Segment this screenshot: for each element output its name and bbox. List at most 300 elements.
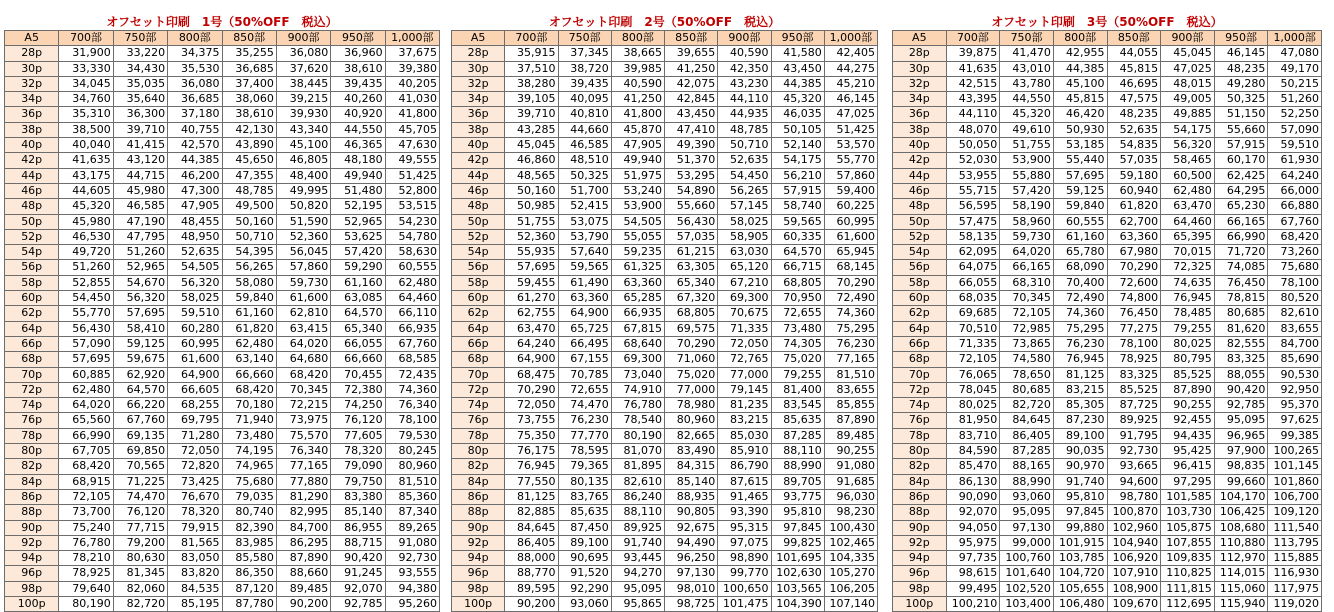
table-row — [452, 107, 878, 122]
page-count-cell: 58p — [452, 275, 505, 290]
price-cell: 66,165 — [1000, 260, 1054, 275]
column-header: 850部 — [222, 31, 276, 46]
price-cell: 92,950 — [1268, 382, 1322, 397]
price-cell: 90,420 — [331, 551, 385, 566]
price-cell: 45,320 — [771, 92, 824, 107]
price-cell: 84,590 — [946, 444, 1000, 459]
price-cell: 89,595 — [505, 581, 558, 596]
page-count-cell: 30p — [452, 61, 505, 76]
price-cell: 72,435 — [385, 367, 439, 382]
price-cell: 55,055 — [611, 229, 664, 244]
price-cell: 83,765 — [558, 489, 611, 504]
column-header: 850部 — [665, 31, 718, 46]
price-cell: 43,230 — [718, 76, 771, 91]
price-cell: 55,715 — [946, 183, 1000, 198]
price-cell: 75,295 — [824, 321, 877, 336]
price-cell: 47,410 — [665, 122, 718, 137]
price-cell: 82,995 — [276, 505, 330, 520]
page-count-cell: 72p — [893, 382, 947, 397]
price-cell: 51,260 — [113, 245, 167, 260]
price-cell: 109,670 — [1107, 596, 1161, 611]
price-cell: 68,145 — [824, 260, 877, 275]
price-cell: 50,985 — [505, 199, 558, 214]
price-cell: 48,455 — [168, 214, 222, 229]
price-cell: 54,450 — [59, 291, 113, 306]
price-cell: 90,970 — [1053, 459, 1107, 474]
price-cell: 65,395 — [1161, 229, 1215, 244]
price-cell: 49,280 — [1214, 76, 1268, 91]
price-cell: 86,405 — [1000, 428, 1054, 443]
header-row — [452, 31, 878, 46]
page-count-cell: 94p — [452, 551, 505, 566]
price-cell: 46,365 — [331, 138, 385, 153]
price-cell: 83,325 — [1107, 367, 1161, 382]
price-cell: 97,625 — [1268, 413, 1322, 428]
price-cell: 39,215 — [276, 92, 330, 107]
price-cell: 56,320 — [113, 291, 167, 306]
price-cell: 105,875 — [1161, 520, 1215, 535]
table-row — [452, 214, 878, 229]
price-cell: 54,505 — [168, 260, 222, 275]
price-cell: 63,415 — [276, 321, 330, 336]
price-cell: 94,380 — [385, 581, 439, 596]
table-row — [5, 321, 440, 336]
price-cell: 42,075 — [665, 76, 718, 91]
price-cell: 68,475 — [505, 367, 558, 382]
price-cell: 55,935 — [505, 245, 558, 260]
column-header: 700部 — [946, 31, 1000, 46]
price-cell: 83,380 — [331, 489, 385, 504]
price-cell: 101,475 — [718, 596, 771, 611]
price-cell: 75,570 — [276, 428, 330, 443]
price-cell: 70,565 — [113, 459, 167, 474]
price-cell: 60,335 — [771, 229, 824, 244]
price-cell: 59,125 — [1053, 183, 1107, 198]
price-cell: 56,265 — [222, 260, 276, 275]
price-cell: 46,585 — [113, 199, 167, 214]
price-cell: 55,440 — [1053, 153, 1107, 168]
price-cell: 94,050 — [946, 520, 1000, 535]
page-count-cell: 68p — [5, 352, 59, 367]
price-cell: 74,085 — [1214, 260, 1268, 275]
price-cell: 48,785 — [222, 183, 276, 198]
price-cell: 62,480 — [59, 382, 113, 397]
page-count-cell: 92p — [452, 535, 505, 550]
size-label-header: A5 — [452, 31, 505, 46]
price-cell: 56,045 — [276, 245, 330, 260]
price-cell: 91,795 — [1107, 428, 1161, 443]
page-count-cell: 82p — [893, 459, 947, 474]
price-cell: 77,880 — [276, 474, 330, 489]
page-count-cell: 34p — [5, 92, 59, 107]
price-cell: 47,355 — [222, 168, 276, 183]
price-cell: 79,365 — [558, 459, 611, 474]
price-cell: 43,285 — [505, 122, 558, 137]
price-cell: 86,130 — [946, 474, 1000, 489]
price-cell: 56,430 — [665, 214, 718, 229]
price-cell: 66,990 — [1214, 229, 1268, 244]
column-header: 700部 — [59, 31, 113, 46]
page-count-cell: 100p — [5, 596, 59, 611]
price-cell: 39,930 — [276, 107, 330, 122]
price-cell: 52,635 — [168, 245, 222, 260]
price-cell: 93,060 — [1000, 489, 1054, 504]
price-cell: 46,585 — [558, 138, 611, 153]
price-cell: 68,420 — [59, 459, 113, 474]
price-cell: 44,385 — [1053, 61, 1107, 76]
page-count-cell: 90p — [5, 520, 59, 535]
price-cell: 54,670 — [113, 275, 167, 290]
price-cell: 76,670 — [168, 489, 222, 504]
price-cell: 91,685 — [824, 474, 877, 489]
price-cell: 43,450 — [665, 107, 718, 122]
price-cell: 40,590 — [611, 76, 664, 91]
page-count-cell: 96p — [893, 566, 947, 581]
page-count-cell: 44p — [5, 168, 59, 183]
price-cell: 78,650 — [1000, 367, 1054, 382]
price-cell: 72,820 — [168, 459, 222, 474]
price-cell: 76,945 — [1161, 291, 1215, 306]
price-cell: 59,290 — [331, 260, 385, 275]
price-cell: 80,025 — [946, 398, 1000, 413]
price-cell: 51,425 — [385, 168, 439, 183]
price-cell: 50,820 — [276, 199, 330, 214]
price-cell: 36,685 — [168, 92, 222, 107]
price-cell: 90,530 — [1268, 367, 1322, 382]
page-count-cell: 78p — [893, 428, 947, 443]
price-cell: 75,020 — [771, 352, 824, 367]
price-cell: 45,705 — [385, 122, 439, 137]
price-cell: 97,845 — [771, 520, 824, 535]
price-cell: 44,385 — [168, 153, 222, 168]
price-cell: 92,730 — [1107, 444, 1161, 459]
price-cell: 99,880 — [1053, 520, 1107, 535]
table-row — [893, 444, 1322, 459]
price-cell: 82,610 — [611, 474, 664, 489]
price-cell: 88,935 — [665, 489, 718, 504]
page-count-cell: 54p — [5, 245, 59, 260]
price-cell: 90,255 — [824, 444, 877, 459]
price-cell: 71,060 — [665, 352, 718, 367]
price-cell: 42,570 — [168, 138, 222, 153]
price-cell: 48,235 — [1214, 61, 1268, 76]
price-cell: 71,335 — [718, 321, 771, 336]
price-cell: 47,080 — [1268, 46, 1322, 61]
page-count-cell: 28p — [893, 46, 947, 61]
table-row — [452, 229, 878, 244]
table-row — [5, 306, 440, 321]
table-row — [452, 76, 878, 91]
price-cell: 89,100 — [558, 535, 611, 550]
price-cell: 92,070 — [331, 581, 385, 596]
price-cell: 68,035 — [946, 291, 1000, 306]
price-cell: 100,430 — [824, 520, 877, 535]
page-count-cell: 80p — [5, 444, 59, 459]
price-cell: 35,255 — [222, 46, 276, 61]
table-row — [452, 336, 878, 351]
page-count-cell: 30p — [893, 61, 947, 76]
price-cell: 43,340 — [276, 122, 330, 137]
page-count-cell: 96p — [452, 566, 505, 581]
price-cell: 51,260 — [59, 260, 113, 275]
price-cell: 98,835 — [1214, 459, 1268, 474]
page-count-cell: 88p — [5, 505, 59, 520]
price-cell: 72,105 — [1000, 306, 1054, 321]
price-cell: 86,955 — [331, 520, 385, 535]
price-cell: 40,590 — [718, 46, 771, 61]
price-cell: 45,815 — [1053, 92, 1107, 107]
price-cell: 119,020 — [1268, 596, 1322, 611]
page-count-cell: 82p — [452, 459, 505, 474]
price-cell: 42,405 — [824, 46, 877, 61]
price-cell: 48,400 — [276, 168, 330, 183]
price-cell: 76,945 — [505, 459, 558, 474]
price-cell: 41,800 — [611, 107, 664, 122]
price-cell: 78,485 — [1161, 306, 1215, 321]
price-cell: 115,885 — [1268, 551, 1322, 566]
price-cell: 41,470 — [1000, 46, 1054, 61]
price-cell: 67,320 — [665, 291, 718, 306]
price-cell: 107,910 — [1107, 566, 1161, 581]
price-cell: 67,760 — [1268, 214, 1322, 229]
header-row — [893, 31, 1322, 46]
price-cell: 104,940 — [1107, 535, 1161, 550]
table-row — [893, 382, 1322, 397]
price-cell: 66,660 — [222, 367, 276, 382]
page-count-cell: 86p — [5, 489, 59, 504]
price-cell: 73,040 — [611, 367, 664, 382]
price-cell: 85,140 — [331, 505, 385, 520]
price-cell: 72,655 — [558, 382, 611, 397]
price-cell: 76,450 — [1107, 306, 1161, 321]
price-cell: 83,325 — [1214, 352, 1268, 367]
page-count-cell: 72p — [452, 382, 505, 397]
price-cell: 65,340 — [331, 321, 385, 336]
price-cell: 69,300 — [718, 291, 771, 306]
table-row — [893, 428, 1322, 443]
price-cell: 54,395 — [222, 245, 276, 260]
price-cell: 69,300 — [611, 352, 664, 367]
price-cell: 68,805 — [665, 306, 718, 321]
page-count-cell: 54p — [893, 245, 947, 260]
page-count-cell: 70p — [5, 367, 59, 382]
price-cell: 98,780 — [1107, 489, 1161, 504]
price-cell: 61,215 — [665, 245, 718, 260]
price-cell: 49,885 — [1161, 107, 1215, 122]
price-cell: 67,815 — [611, 321, 664, 336]
table-row — [452, 535, 878, 550]
price-cell: 102,960 — [1107, 520, 1161, 535]
price-cell: 80,190 — [59, 596, 113, 611]
price-cell: 54,835 — [1107, 138, 1161, 153]
price-cell: 55,770 — [824, 153, 877, 168]
price-cell: 107,855 — [1161, 535, 1215, 550]
price-cell: 70,345 — [276, 382, 330, 397]
price-cell: 60,500 — [1161, 168, 1215, 183]
price-cell: 98,230 — [824, 505, 877, 520]
price-cell: 39,105 — [505, 92, 558, 107]
price-cell: 56,595 — [946, 199, 1000, 214]
price-cell: 79,640 — [59, 581, 113, 596]
price-cell: 64,900 — [558, 306, 611, 321]
price-cell: 83,545 — [771, 398, 824, 413]
price-cell: 50,325 — [558, 168, 611, 183]
price-cell: 72,380 — [331, 382, 385, 397]
price-cell: 61,325 — [611, 260, 664, 275]
price-cell: 49,005 — [1161, 92, 1215, 107]
price-cell: 80,025 — [1161, 336, 1215, 351]
price-cell: 78,925 — [59, 566, 113, 581]
price-cell: 57,420 — [1000, 183, 1054, 198]
price-cell: 74,195 — [222, 444, 276, 459]
price-cell: 85,030 — [718, 428, 771, 443]
price-cell: 72,600 — [1107, 275, 1161, 290]
price-cell: 89,265 — [385, 520, 439, 535]
page-count-cell: 66p — [893, 336, 947, 351]
table-row — [5, 413, 440, 428]
price-cell: 63,470 — [505, 321, 558, 336]
price-cell: 110,825 — [1161, 566, 1215, 581]
price-cell: 53,075 — [558, 214, 611, 229]
price-cell: 95,370 — [1268, 398, 1322, 413]
table-row — [893, 596, 1322, 611]
price-cell: 102,630 — [771, 566, 824, 581]
price-cell: 77,605 — [331, 428, 385, 443]
price-cell: 48,180 — [331, 153, 385, 168]
price-cell: 35,640 — [113, 92, 167, 107]
price-cell: 64,570 — [771, 245, 824, 260]
price-cell: 66,165 — [1214, 214, 1268, 229]
price-cell: 100,760 — [1000, 551, 1054, 566]
price-cell: 62,095 — [946, 245, 1000, 260]
price-cell: 91,465 — [718, 489, 771, 504]
price-cell: 79,530 — [385, 428, 439, 443]
price-cell: 46,420 — [1053, 107, 1107, 122]
page-count-cell: 44p — [893, 168, 947, 183]
page-count-cell: 42p — [893, 153, 947, 168]
table-row — [5, 214, 440, 229]
price-cell: 75,295 — [1053, 321, 1107, 336]
page-count-cell: 58p — [893, 275, 947, 290]
price-cell: 42,515 — [946, 76, 1000, 91]
price-cell: 104,170 — [1214, 489, 1268, 504]
price-cell: 47,795 — [113, 229, 167, 244]
price-cell: 61,930 — [1268, 153, 1322, 168]
price-cell: 88,110 — [771, 444, 824, 459]
price-cell: 79,200 — [113, 535, 167, 550]
page-count-cell: 48p — [5, 199, 59, 214]
table-row — [452, 291, 878, 306]
price-cell: 73,480 — [771, 321, 824, 336]
price-cell: 64,075 — [946, 260, 1000, 275]
price-cell: 72,050 — [505, 398, 558, 413]
price-cell: 106,480 — [1053, 596, 1107, 611]
price-cell: 96,965 — [1214, 428, 1268, 443]
table-row — [893, 199, 1322, 214]
price-cell: 91,080 — [385, 535, 439, 550]
price-cell: 46,695 — [1107, 76, 1161, 91]
price-cell: 100,265 — [1268, 444, 1322, 459]
price-cell: 57,860 — [824, 168, 877, 183]
page-count-cell: 46p — [452, 183, 505, 198]
price-cell: 76,230 — [824, 336, 877, 351]
table-row — [893, 520, 1322, 535]
price-cell: 40,755 — [168, 122, 222, 137]
price-cell: 64,295 — [1214, 183, 1268, 198]
price-cell: 84,645 — [1000, 413, 1054, 428]
size-label-header: A5 — [893, 31, 947, 46]
table-row — [5, 535, 440, 550]
price-cell: 95,425 — [1161, 444, 1215, 459]
price-cell: 89,925 — [611, 520, 664, 535]
price-cell: 85,525 — [1107, 382, 1161, 397]
price-cell: 86,295 — [276, 535, 330, 550]
price-cell: 87,120 — [222, 581, 276, 596]
price-cell: 85,140 — [665, 474, 718, 489]
price-cell: 90,090 — [946, 489, 1000, 504]
price-cell: 103,785 — [1053, 551, 1107, 566]
page-count-cell: 76p — [5, 413, 59, 428]
price-cell: 74,250 — [331, 398, 385, 413]
price-cell: 68,640 — [611, 336, 664, 351]
price-cell: 106,700 — [1268, 489, 1322, 504]
price-cell: 35,915 — [505, 46, 558, 61]
price-cell: 114,015 — [1214, 566, 1268, 581]
price-cell: 90,805 — [665, 505, 718, 520]
price-cell: 69,795 — [168, 413, 222, 428]
price-cell: 47,905 — [168, 199, 222, 214]
price-cell: 48,510 — [558, 153, 611, 168]
page-count-cell: 70p — [452, 367, 505, 382]
price-cell: 55,770 — [59, 306, 113, 321]
price-cell: 70,290 — [505, 382, 558, 397]
price-cell: 38,500 — [59, 122, 113, 137]
price-cell: 46,200 — [168, 168, 222, 183]
price-cell: 88,770 — [505, 566, 558, 581]
column-header: 950部 — [331, 31, 385, 46]
price-cell: 85,305 — [1053, 398, 1107, 413]
price-cell: 109,835 — [1161, 551, 1215, 566]
price-cell: 80,245 — [385, 444, 439, 459]
price-cell: 45,210 — [824, 76, 877, 91]
price-cell: 54,450 — [718, 168, 771, 183]
table-row — [5, 520, 440, 535]
price-cell: 86,240 — [611, 489, 664, 504]
price-cell: 81,510 — [824, 367, 877, 382]
price-cell: 66,660 — [331, 352, 385, 367]
price-cell: 99,660 — [1214, 474, 1268, 489]
price-cell: 101,585 — [1161, 489, 1215, 504]
price-cell: 73,755 — [505, 413, 558, 428]
price-cell: 87,230 — [1053, 413, 1107, 428]
price-cell: 81,895 — [611, 459, 664, 474]
column-header: 900部 — [1161, 31, 1215, 46]
page-count-cell: 60p — [893, 291, 947, 306]
price-cell: 72,105 — [946, 352, 1000, 367]
page-count-cell: 76p — [893, 413, 947, 428]
price-cell: 87,285 — [1000, 444, 1054, 459]
price-cell: 88,990 — [771, 459, 824, 474]
price-cell: 72,325 — [1161, 260, 1215, 275]
table-row — [452, 199, 878, 214]
price-cell: 104,390 — [771, 596, 824, 611]
price-cell: 69,685 — [946, 306, 1000, 321]
page-count-cell: 32p — [5, 76, 59, 91]
price-cell: 51,700 — [558, 183, 611, 198]
table-row — [893, 505, 1322, 520]
page-count-cell: 46p — [893, 183, 947, 198]
price-cell: 98,725 — [665, 596, 718, 611]
